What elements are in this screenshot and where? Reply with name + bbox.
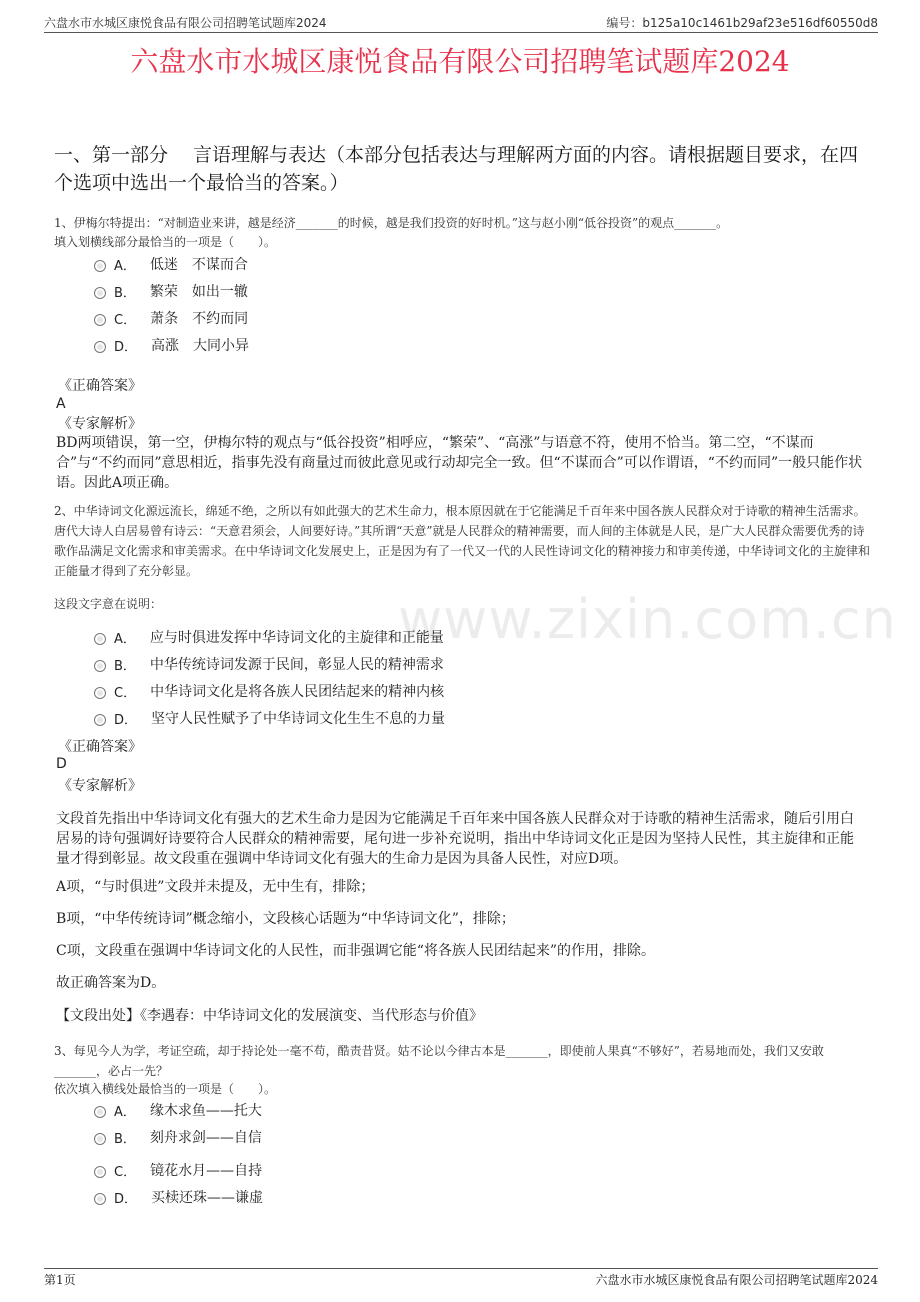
q1-option-a[interactable] [94,253,248,275]
q2-analysis-label: 《专家解析》 [58,778,142,794]
option-text: 繁荣 如出一辙 [149,284,248,300]
radio-icon[interactable] [94,1133,106,1145]
q2-option-c[interactable] [94,680,444,702]
option-text: 坚守人民性赋予了中华诗词文化生生不息的力量 [151,711,446,727]
option-letter: A． [114,258,136,274]
q2-analysis-c: C项，文段重在强调中华诗词文化的人民性，而非强调它能“将各族人民团结起来”的作用，排除。 [56,943,656,959]
option-text: 缘木求鱼——托大 [149,1103,262,1119]
q2-analysis-conclusion: 故正确答案为D。 [56,975,166,991]
question-1-prompt: 填入划横线部分最恰当的一项是（ ）。 [54,235,277,249]
question-2-prompt: 这段文字意在说明： [54,597,163,611]
option-letter: D． [114,1191,138,1207]
option-letter: C． [114,1164,137,1180]
radio-icon[interactable] [94,260,106,272]
radio-icon[interactable] [94,1106,106,1118]
watermark: www.zixin.com.cn [398,588,897,651]
q1-option-d[interactable] [94,334,249,356]
option-letter: D． [114,339,138,355]
q2-answer: D [56,756,67,772]
radio-icon[interactable] [94,660,106,672]
document-title: 六盘水市水城区康悦食品有限公司招聘笔试题库2024 [130,45,790,78]
q2-option-a[interactable] [94,626,444,648]
option-letter: D． [114,712,138,728]
q3-option-b[interactable] [94,1126,262,1148]
option-letter: C． [114,312,137,328]
radio-icon[interactable] [94,687,106,699]
question-1-text: 1、伊梅尔特提出：“对制造业来讲，越是经济_______的时候，越是我们投资的好时机。”这与赵小刚“低谷投资”的观点_______。 [54,216,729,230]
q1-analysis: BD两项错误，第一空，伊梅尔特的观点与“低谷投资”相呼应，“繁荣”、“高涨”与语意不符，使用不恰当。第二空，“不谋而合”与“不约而同”意思相近，指事先没有商量过而彼此意见或行动却完全一致。但“不谋而合”可以作谓语，“不约而同”一般只能作状语。因此A项正确。 [56,435,863,491]
radio-icon[interactable] [94,287,106,299]
q2-option-d[interactable] [94,707,445,729]
option-letter: A． [114,1104,136,1120]
option-letter: B． [114,285,136,301]
q2-answer-label: 《正确答案》 [58,739,142,755]
question-2-text: 2、中华诗词文化源远流长，绵延不绝，之所以有如此强大的艺术生命力，根本原因就在于它能满足千百年来中国各族人民群众对于诗歌的精神生活需求。唐代大诗人白居易曾有诗云：“天意君须会，人间要好诗。”其所谓“天意”就是人民群众的精神需要，而人间的主体就是人民，是广大人民群众需要优秀的诗歌作品满足文化需求和审美需求。在中华诗词文化发展史上，正是因为有了一代又一代的人民性诗词文化的精神接力和审美传递，中华诗词文化的主旋律和正能量才得到了充分彰显。 [54,504,871,578]
option-text: 买椟还珠——谦虚 [151,1190,264,1206]
q2-option-b[interactable] [94,653,444,675]
option-text: 高涨 大同小异 [151,338,250,354]
q1-analysis-label: 《专家解析》 [58,416,142,432]
header-doc-name: 六盘水市水城区康悦食品有限公司招聘笔试题库2024 [44,16,327,30]
footer-doc-title: 六盘水市水城区康悦食品有限公司招聘笔试题库2024 [595,1273,878,1287]
radio-icon[interactable] [94,1193,106,1205]
header-doc-id: 编号：b125a10c1461b29af23e516df60550d8 [606,16,878,30]
q3-option-a[interactable] [94,1099,262,1121]
q2-analysis-main: 文段首先指出中华诗词文化有强大的艺术生命力是因为它能满足千百年来中国各族人民群众对于诗歌的精神生活需求，随后引用白居易的诗句强调好诗要符合人民群众的精神需要，尾句进一步补充说明，指出中华诗词文化正是因为坚持人民性，其主旋律和正能量才得到彰显。故文段重在强调中华诗词文化有强大的生命力是因为具备人民性，对应D项。 [56,811,854,867]
radio-icon[interactable] [94,633,106,645]
section-heading: 一、第一部分 言语理解与表达（本部分包括表达与理解两方面的内容。请根据题目要求，在四个选项中选出一个最恰当的答案。） [54,144,859,194]
footer-page-number: 第1页 [44,1273,76,1287]
q1-answer: A [56,396,66,412]
q3-option-c[interactable] [94,1159,262,1181]
q1-option-b[interactable] [94,280,248,302]
option-text: 中华传统诗词发源于民间，彰显人民的精神需求 [149,657,444,673]
radio-icon[interactable] [94,1166,106,1178]
option-text: 刻舟求剑——自信 [149,1130,262,1146]
option-letter: B． [114,1131,136,1147]
q3-option-d[interactable] [94,1186,263,1208]
option-text: 中华诗词文化是将各族人民团结起来的精神内核 [150,684,445,700]
option-text: 低迷 不谋而合 [149,257,248,273]
option-text: 萧条 不约而同 [150,311,249,327]
q2-analysis-a: A项，“与时俱进”文段并未提及，无中生有，排除； [56,879,375,895]
option-text: 镜花水月——自持 [150,1163,263,1179]
option-letter: A． [114,631,136,647]
question-3-text: 3、每见今人为学，考证空疏，却于持论处一毫不苟，酷责昔贤。姑不论以今律古本是_______，即使前人果真“不够好”，若易地而处，我们又安敢_______，必占一先？ [54,1044,824,1078]
radio-icon[interactable] [94,314,106,326]
option-letter: B． [114,658,136,674]
radio-icon[interactable] [94,714,106,726]
question-3-prompt: 依次填入横线处最恰当的一项是（ ）。 [54,1082,277,1096]
footer-divider [44,1268,878,1269]
q2-source: 【文段出处】《李遇春：中华诗词文化的发展演变、当代形态与价值》 [56,1008,483,1024]
q2-analysis-b: B项，“中华传统诗词”概念缩小，文段核心话题为“中华诗词文化”，排除； [56,911,515,927]
page-header [44,14,878,33]
q1-option-c[interactable] [94,307,248,329]
radio-icon[interactable] [94,341,106,353]
option-letter: C． [114,685,137,701]
q1-answer-label: 《正确答案》 [58,378,142,394]
option-text: 应与时俱进发挥中华诗词文化的主旋律和正能量 [149,630,444,646]
